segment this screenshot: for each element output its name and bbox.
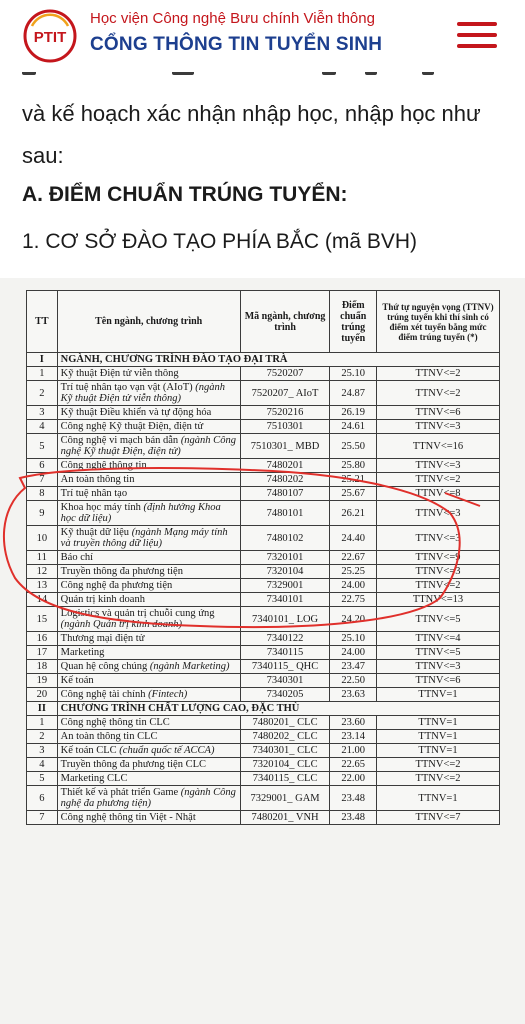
table-row <box>27 730 500 744</box>
program-name <box>57 716 240 730</box>
program-name-text: Marketing CLC <box>60 773 128 784</box>
program-name-text: Công nghệ Kỹ thuật Điện, điện tử <box>60 421 204 432</box>
program-name-text: Truyền thông đa phương tiện CLC <box>60 759 206 770</box>
program-note: (ngành Công nghệ Kỹ thuật Điện, điện tử) <box>60 435 236 457</box>
ttnv-value: TTNV<=3 <box>377 459 500 473</box>
cutoff-score: 24.87 <box>330 381 377 406</box>
cutoff-score: 21.00 <box>330 744 377 758</box>
cutoff-score: 22.67 <box>330 551 377 565</box>
program-name-text: Thiết kế và phát triển Game <box>60 787 181 798</box>
ttnv-value: TTNV<=3 <box>377 565 500 579</box>
program-note: (ngành Kỹ thuật Điện tử viễn thông) <box>60 382 226 404</box>
brand-title[interactable]: Học viện Công nghệ Bưu chính Viễn thông <box>90 10 375 27</box>
program-code: 7340205 <box>240 688 330 702</box>
row-number: 19 <box>27 674 58 688</box>
cutoff-score: 23.63 <box>330 688 377 702</box>
program-name <box>57 758 240 772</box>
program-code: 7480202_ CLC <box>240 730 330 744</box>
program-name <box>57 420 240 434</box>
program-name-text: Quan hệ công chúng <box>60 661 150 672</box>
program-name <box>57 473 240 487</box>
program-note: (định hướng Khoa học dữ liệu) <box>60 502 221 524</box>
section-row <box>27 353 500 367</box>
program-name-text: An toàn thông tin <box>60 474 135 485</box>
program-note: (ngành Công nghệ đa phương tiện) <box>60 787 236 809</box>
table-row <box>27 786 500 811</box>
table-row <box>27 688 500 702</box>
row-number: 2 <box>27 381 58 406</box>
program-code: 7320101 <box>240 551 330 565</box>
row-number: 10 <box>27 526 58 551</box>
table-row <box>27 758 500 772</box>
table-row <box>27 674 500 688</box>
program-name-text: Marketing <box>60 647 105 658</box>
section-row <box>27 702 500 716</box>
row-number: 4 <box>27 758 58 772</box>
program-code: 7340115_ QHC <box>240 660 330 674</box>
table-row <box>27 551 500 565</box>
program-name <box>57 434 240 459</box>
program-name-text: Truyền thông đa phương tiện <box>60 566 183 577</box>
ttnv-value: TTNV<=13 <box>377 593 500 607</box>
program-code: 7340301_ CLC <box>240 744 330 758</box>
ttnv-value: TTNV=1 <box>377 744 500 758</box>
ttnv-value: TTNV<=9 <box>377 551 500 565</box>
row-number: 1 <box>27 716 58 730</box>
row-number: 2 <box>27 730 58 744</box>
program-name-text: Quản trị kinh doanh <box>60 594 145 605</box>
ttnv-value: TTNV=1 <box>377 730 500 744</box>
program-code: 7340115 <box>240 646 330 660</box>
table-row <box>27 607 500 632</box>
row-number: 5 <box>27 772 58 786</box>
program-name <box>57 632 240 646</box>
ttnv-value: TTNV<=2 <box>377 473 500 487</box>
cutoff-score: 24.40 <box>330 526 377 551</box>
ttnv-value: TTNV<=3 <box>377 660 500 674</box>
row-number: 7 <box>27 473 58 487</box>
program-code: 7340101 <box>240 593 330 607</box>
article-paragraph-line: và kế hoạch xác nhận nhập học, nhập học như <box>22 101 481 126</box>
score-table-image <box>0 278 525 1024</box>
table-row <box>27 660 500 674</box>
table-row <box>27 811 500 825</box>
cutoff-score: 24.61 <box>330 420 377 434</box>
program-code: 7520207_ AIoT <box>240 381 330 406</box>
program-note: (chuẩn quốc tế ACCA) <box>119 745 215 756</box>
section-title: NGÀNH, CHƯƠNG TRÌNH ĐÀO TẠO ĐẠI TRÀ <box>57 353 499 367</box>
cutoff-score: 25.21 <box>330 473 377 487</box>
table-row <box>27 406 500 420</box>
ttnv-value: TTNV<=3 <box>377 501 500 526</box>
row-number: 20 <box>27 688 58 702</box>
cutoff-score: 23.48 <box>330 786 377 811</box>
program-name <box>57 501 240 526</box>
article-paragraph-line: sau: <box>22 143 64 168</box>
subsection-heading: 1. CƠ SỞ ĐÀO TẠO PHÍA BẮC (mã BVH) <box>22 230 418 253</box>
table-row <box>27 579 500 593</box>
cutoff-score: 25.67 <box>330 487 377 501</box>
header-program-code: Mã ngành, chương trình <box>240 291 330 353</box>
program-name-text: Công nghệ thông tin <box>60 460 147 471</box>
program-name <box>57 526 240 551</box>
logo-text: PTIT <box>33 29 67 46</box>
program-name <box>57 406 240 420</box>
row-number: 5 <box>27 434 58 459</box>
ttnv-value: TTNV<=5 <box>377 646 500 660</box>
cutoff-score: 25.80 <box>330 459 377 473</box>
cutoff-score: 22.65 <box>330 758 377 772</box>
row-number: 3 <box>27 744 58 758</box>
cutoff-score: 26.21 <box>330 501 377 526</box>
row-number: 15 <box>27 607 58 632</box>
program-name-text: Logistics và quản trị chuỗi cung ứng <box>60 608 215 619</box>
row-number: 14 <box>27 593 58 607</box>
ttnv-value: TTNV=1 <box>377 786 500 811</box>
row-number: 1 <box>27 367 58 381</box>
ttnv-value: TTNV<=3 <box>377 420 500 434</box>
table-row <box>27 526 500 551</box>
program-code: 7480102 <box>240 526 330 551</box>
table-row <box>27 473 500 487</box>
ttnv-value: TTNV<=2 <box>377 381 500 406</box>
ttnv-value: TTNV<=2 <box>377 772 500 786</box>
program-note: (Fintech) <box>148 689 188 700</box>
row-number: 11 <box>27 551 58 565</box>
program-name <box>57 593 240 607</box>
program-code: 7480201_ CLC <box>240 716 330 730</box>
program-code: 7510301_ MBD <box>240 434 330 459</box>
table-row <box>27 632 500 646</box>
program-name-text: Công nghệ thông tin Việt - Nhật <box>60 812 196 823</box>
program-code: 7480202 <box>240 473 330 487</box>
program-name <box>57 811 240 825</box>
site-header <box>0 0 525 72</box>
program-name-text: An toàn thông tin CLC <box>60 731 158 742</box>
ttnv-value: TTNV<=4 <box>377 632 500 646</box>
program-name <box>57 551 240 565</box>
program-code: 7480201 <box>240 459 330 473</box>
program-note: (ngành Mạng máy tính và truyền thông dữ liệu) <box>60 527 228 549</box>
cutoff-score: 26.19 <box>330 406 377 420</box>
row-number: 3 <box>27 406 58 420</box>
program-name <box>57 487 240 501</box>
brand-subtitle[interactable]: CỔNG THÔNG TIN TUYỂN SINH <box>90 34 383 55</box>
table-row <box>27 459 500 473</box>
cutoff-score: 24.00 <box>330 579 377 593</box>
ttnv-value: TTNV<=3 <box>377 526 500 551</box>
program-code: 7480101 <box>240 501 330 526</box>
cutoff-score: 23.14 <box>330 730 377 744</box>
row-number: 16 <box>27 632 58 646</box>
cutoff-score: 23.60 <box>330 716 377 730</box>
program-name-text: Công nghệ đa phương tiện <box>60 580 173 591</box>
ttnv-value: TTNV<=16 <box>377 434 500 459</box>
program-name-text: Kỹ thuật dữ liệu <box>60 527 132 538</box>
program-name-text: Thương mại điện tử <box>60 633 145 644</box>
table-row <box>27 593 500 607</box>
row-number: 7 <box>27 811 58 825</box>
admission-score-table <box>26 290 500 825</box>
table-row <box>27 367 500 381</box>
row-number: 4 <box>27 420 58 434</box>
row-number: 12 <box>27 565 58 579</box>
program-code: 7340301 <box>240 674 330 688</box>
program-name-text: Kế toán <box>60 675 94 686</box>
program-name <box>57 744 240 758</box>
program-code: 7480107 <box>240 487 330 501</box>
ptit-logo[interactable] <box>22 8 78 64</box>
table-row <box>27 744 500 758</box>
program-name-text: Trí tuệ nhân tạo vạn vật (AIoT) <box>60 382 196 393</box>
program-name-text: Kỹ thuật Điều khiển và tự động hóa <box>60 407 212 418</box>
program-name-text: Khoa học máy tính <box>60 502 144 513</box>
program-name <box>57 579 240 593</box>
cutoff-score: 25.25 <box>330 565 377 579</box>
program-code: 7320104_ CLC <box>240 758 330 772</box>
table-row <box>27 381 500 406</box>
cutoff-score: 22.00 <box>330 772 377 786</box>
cutoff-score: 25.50 <box>330 434 377 459</box>
cutoff-score: 23.47 <box>330 660 377 674</box>
program-name <box>57 772 240 786</box>
program-code: 7329001_ GAM <box>240 786 330 811</box>
row-number: 18 <box>27 660 58 674</box>
program-note: (ngành Quản trị kinh doanh) <box>60 619 182 630</box>
section-number: II <box>27 702 58 716</box>
ttnv-value: TTNV<=5 <box>377 607 500 632</box>
program-name <box>57 565 240 579</box>
program-code: 7340115_ CLC <box>240 772 330 786</box>
cutoff-score: 22.75 <box>330 593 377 607</box>
ttnv-value: TTNV=1 <box>377 716 500 730</box>
section-heading-a: A. ĐIỂM CHUẨN TRÚNG TUYỂN: <box>22 183 348 206</box>
table-row <box>27 565 500 579</box>
program-code: 7329001 <box>240 579 330 593</box>
program-name-text: Kế toán CLC <box>60 745 120 756</box>
program-name <box>57 381 240 406</box>
program-name <box>57 786 240 811</box>
header-tt: TT <box>27 291 58 353</box>
table-row <box>27 716 500 730</box>
cutoff-score: 23.48 <box>330 811 377 825</box>
row-number: 17 <box>27 646 58 660</box>
program-name <box>57 646 240 660</box>
program-name-text: Trí tuệ nhân tạo <box>60 488 128 499</box>
ttnv-value: TTNV<=6 <box>377 406 500 420</box>
table-row <box>27 772 500 786</box>
ttnv-value: TTNV=1 <box>377 688 500 702</box>
program-name-text: Kỹ thuật Điện tử viễn thông <box>60 368 179 379</box>
cutoff-score: 25.10 <box>330 632 377 646</box>
cutoff-score: 24.20 <box>330 607 377 632</box>
ttnv-value: TTNV<=2 <box>377 367 500 381</box>
ttnv-value: TTNV<=2 <box>377 758 500 772</box>
section-number: I <box>27 353 58 367</box>
program-code: 7480201_ VNH <box>240 811 330 825</box>
program-code: 7320104 <box>240 565 330 579</box>
ttnv-value: TTNV<=8 <box>377 487 500 501</box>
ttnv-value: TTNV<=7 <box>377 811 500 825</box>
program-name-text: Công nghệ vi mạch bán dẫn <box>60 435 181 446</box>
program-code: 7520207 <box>240 367 330 381</box>
program-name-text: Báo chí <box>60 552 94 563</box>
program-name <box>57 674 240 688</box>
row-number: 9 <box>27 501 58 526</box>
table-row <box>27 487 500 501</box>
table-row <box>27 646 500 660</box>
row-number: 6 <box>27 459 58 473</box>
program-name-text: Công nghệ thông tin CLC <box>60 717 170 728</box>
program-note: (ngành Marketing) <box>149 661 230 672</box>
table-row <box>27 420 500 434</box>
program-name-text: Công nghệ tài chính <box>60 689 149 700</box>
program-code: 7340122 <box>240 632 330 646</box>
program-name <box>57 607 240 632</box>
program-name <box>57 459 240 473</box>
header-program-name: Tên ngành, chương trình <box>57 291 240 353</box>
header-ttnv: Thứ tự nguyện vọng (TTNV) trúng tuyển khi thí sinh có điểm xét tuyển bằng mức điểm trúng tuyển (*) <box>377 291 500 353</box>
program-name <box>57 688 240 702</box>
program-code: 7510301 <box>240 420 330 434</box>
program-name <box>57 367 240 381</box>
program-code: 7520216 <box>240 406 330 420</box>
table-row <box>27 434 500 459</box>
ttnv-value: TTNV<=2 <box>377 579 500 593</box>
cutoff-score: 25.10 <box>330 367 377 381</box>
program-name <box>57 730 240 744</box>
section-title: CHƯƠNG TRÌNH CHẤT LƯỢNG CAO, ĐẶC THÙ <box>57 702 499 716</box>
cutoff-score: 24.00 <box>330 646 377 660</box>
ttnv-value: TTNV<=6 <box>377 674 500 688</box>
program-name <box>57 660 240 674</box>
row-number: 6 <box>27 786 58 811</box>
program-code: 7340101_ LOG <box>240 607 330 632</box>
table-row <box>27 501 500 526</box>
header-score: Điểm chuẩn trúng tuyển <box>330 291 377 353</box>
row-number: 13 <box>27 579 58 593</box>
hamburger-menu-icon[interactable] <box>457 20 497 50</box>
cutoff-score: 22.50 <box>330 674 377 688</box>
row-number: 8 <box>27 487 58 501</box>
